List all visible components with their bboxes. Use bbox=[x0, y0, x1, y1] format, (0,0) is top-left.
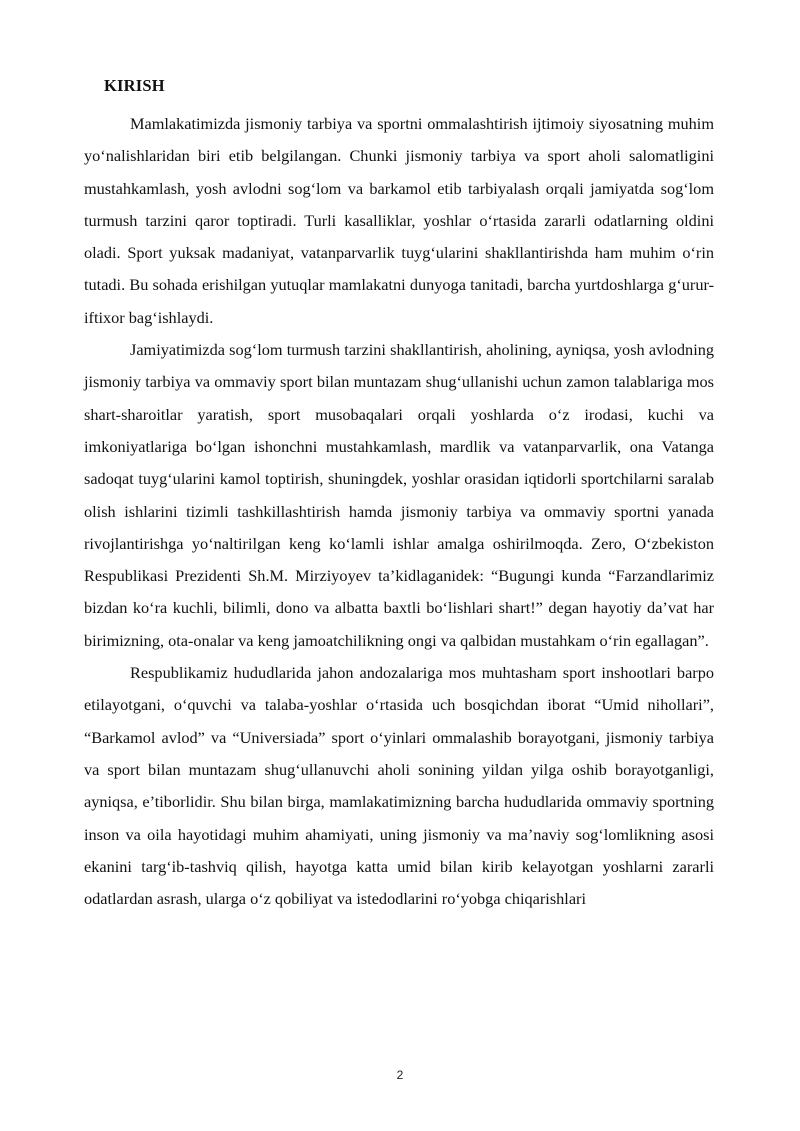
page-number: 2 bbox=[396, 1068, 404, 1082]
section-heading: KIRISH bbox=[104, 76, 165, 95]
document-page bbox=[84, 72, 714, 915]
paragraph-3: Respublikamiz hududlarida jahon andozalariga mos muhtasham sport inshootlari barpo etilayotgani, o‘quvchi va talaba-yoshlar o‘rtasida uch bosqichdan iborat “Umid nihollari”, “Barkamol avlod” va “Universiada” sport o‘yinlari ommalashib borayotgani, jismoniy tarbiya va sport bilan muntazam shug‘ullanuvchi aholi sonining yildan yilga oshib borayotganligi, ayniqsa, e’tiborlidir. Shu bilan birga, mamlakatimizning barcha hududlarida ommaviy sportning inson va oila hayotidagi muhim ahamiyati, uning jismoniy va ma’naviy sog‘lomlikning asosi ekanini targ‘ib-tashviq qilish, hayotga katta umid bilan kirib kelayotgan yoshlarni zararli odatlardan asrash, ularga o‘z qobiliyat va istedodlarini ro‘yobga chiqarishlari bbox=[84, 663, 714, 909]
paragraph-2: Jamiyatimizda sog‘lom turmush tarzini shakllantirish, aholining, ayniqsa, yosh avlodning jismoniy tarbiya va ommaviy sport bilan muntazam shug‘ullanishi uchun zamon talablariga mos shart-sharoitlar yaratish, sport musobaqalari orqali yoshlarda o‘z irodasi, kuchi va imkoniyatlariga bo‘lgan ishonchni mustahkamlash, mardlik va vatanparvarlik, ona Vatanga sadoqat tuyg‘ularini kamol toptirish, shuningdek, yoshlar orasidan iqtidorli sportchilarni saralab olish ishlarini tizimli tashkillashtirish hamda jismoniy tarbiya va ommaviy sportni yanada rivojlantirishga yo‘naltirilgan keng ko‘lamli ishlar amalga oshirilmoqda. Zero, O‘zbekiston Respublikasi Prezidenti Sh.M. Mirziyoyev ta’kidlaganidek: “Bugungi kunda “Farzandlarimiz bizdan ko‘ra kuchli, bilimli, dono va albatta baxtli bo‘lishlari shart!” degan hayotiy da’vat har birimizning, ota-onalar va keng jamoatchilikning ongi va qalbidan mustahkam o‘rin egallagan”. bbox=[84, 340, 714, 650]
paragraph-1: Mamlakatimizda jismoniy tarbiya va sportni ommalashtirish ijtimoiy siyosatning muhim yo‘nalishlaridan biri etib belgilangan. Chunki jismoniy tarbiya va sport aholi salomatligini mustahkamlash, yosh avlodni sog‘lom va barkamol etib tarbiyalash orqali jamiyatda sog‘lom turmush tarzini qaror toptiradi. Turli kasalliklar, yoshlar o‘rtasida zararli odatlarning oldini oladi. Sport yuksak madaniyat, vatanparvarlik tuyg‘ularini shakllantirishda ham muhim o‘rin tutadi. Bu sohada erishilgan yutuqlar mamlakatni dunyoga tanitadi, barcha yurtdoshlarga g‘urur-iftixor bag‘ishlaydi. bbox=[84, 114, 714, 327]
